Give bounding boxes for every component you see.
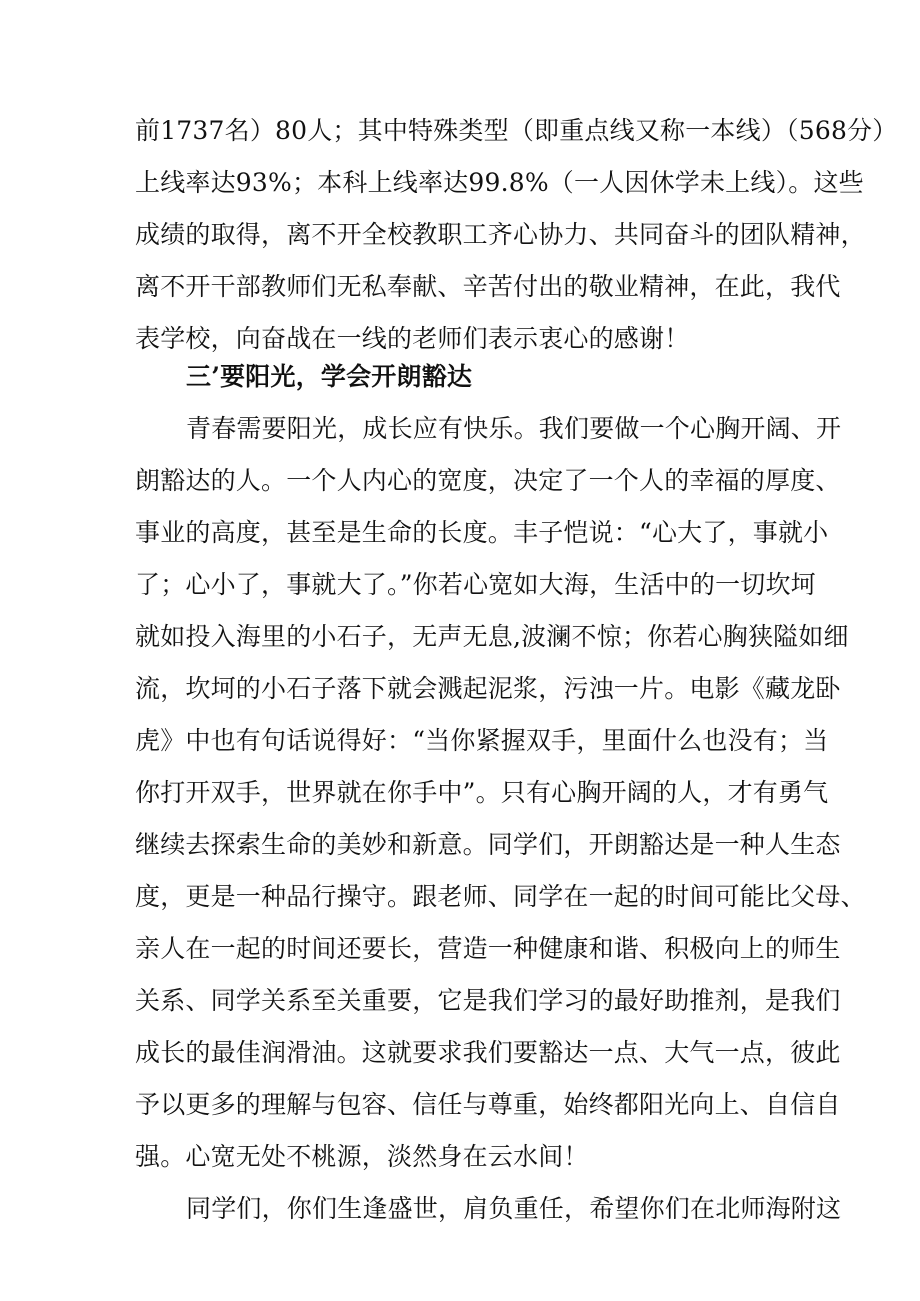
paragraph-line-14: 你打开双手，世界就在你手中”。只有心胸开阔的人，才有勇气	[135, 778, 829, 807]
paragraph-line-17: 亲人在一起的时间还要长，营造一种健康和谐、积极向上的师生	[135, 934, 841, 963]
paragraph-line-8: 朗豁达的人。一个人内心的宽度，决定了一个人的幸福的厚度、	[135, 466, 841, 495]
paragraph-line-2: 上线率达93%；本科上线率达99.8%（一人因休学未上线）。这些	[135, 168, 864, 197]
paragraph-line-13: 虎》中也有句话说得好：“当你紧握双手，里面什么也没有；当	[135, 726, 829, 755]
paragraph-line-20: 予以更多的理解与包容、信任与尊重，始终都阳光向上、自信自	[135, 1090, 841, 1119]
paragraph-line-7: 青春需要阳光，成长应有快乐。我们要做一个心胸开阔、开	[186, 414, 842, 443]
paragraph-line-12: 流，坎坷的小石子落下就会溅起泥浆，污浊一片。电影《藏龙卧	[135, 674, 841, 703]
paragraph-line-21: 强。心宽无处不桃源，淡然身在云水间！	[135, 1142, 589, 1171]
paragraph-line-19: 成长的最佳润滑油。这就要求我们要豁达一点、大气一点，彼此	[135, 1038, 841, 1067]
paragraph-line-16: 度，更是一种品行操守。跟老师、同学在一起的时间可能比父母、	[135, 882, 866, 911]
paragraph-line-18: 关系、同学关系至关重要，它是我们学习的最好助推剂，是我们	[135, 986, 841, 1015]
paragraph-line-3: 成绩的取得，离不开全校教职工齐心协力、共同奋斗的团队精神，	[135, 220, 866, 249]
paragraph-line-1: 前1737名）80人；其中特殊类型（即重点线又称一本线）（568分）	[135, 116, 898, 145]
paragraph-line-4: 离不开干部教师们无私奉献、辛苦付出的敬业精神，在此，我代	[135, 272, 841, 301]
paragraph-line-11: 就如投入海里的小石子，无声无息,波澜不惊；你若心胸狭隘如细	[135, 622, 849, 651]
paragraph-line-10: 了；心小了，事就大了。”你若心宽如大海，生活中的一切坎坷	[135, 570, 816, 599]
paragraph-line-22: 同学们，你们生逢盛世，肩负重任，希望你们在北师海附这	[186, 1194, 842, 1223]
paragraph-line-15: 继续去探索生命的美妙和新意。同学们，开朗豁达是一种人生态	[135, 830, 841, 859]
paragraph-line-5: 表学校，向奋战在一线的老师们表示衷心的感谢！	[135, 324, 690, 353]
section-heading: 三’要阳光，学会开朗豁达	[186, 362, 473, 391]
paragraph-line-9: 事业的高度，甚至是生命的长度。丰子恺说：“心大了，事就小	[135, 518, 829, 547]
